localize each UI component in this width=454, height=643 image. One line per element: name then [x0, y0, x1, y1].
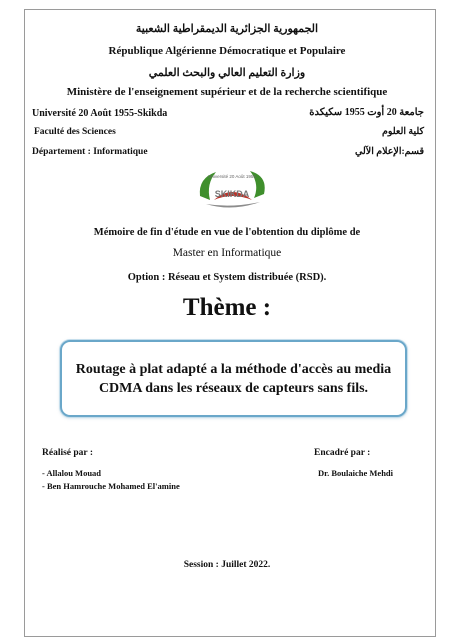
- ministry-arabic: وزارة التعليم العالي والبحث العلمي: [148, 67, 306, 79]
- theme-label: Thème :: [182, 294, 272, 321]
- faculty-french: Faculté des Sciences: [34, 127, 116, 137]
- memoire-line: Mémoire de fin d'étude en vue de l'obtention du diplôme de: [93, 227, 361, 238]
- department-arabic: قسم:الإعلام الآلي: [354, 147, 424, 157]
- university-skikda-logo: [192, 166, 272, 216]
- republic-french: République Algérienne Démocratique et Populaire: [108, 45, 346, 57]
- faculty-arabic: كلية العلوم: [381, 127, 424, 137]
- degree-title: Master en Informatique: [172, 247, 282, 259]
- supervisor-heading: Encadré par :: [314, 448, 371, 458]
- authors-heading: Réalisé par :: [42, 448, 94, 458]
- supervisor-name: Dr. Boulaiche Mehdi: [318, 468, 394, 478]
- logo-caption: Université 20 Août 1955: [208, 174, 256, 179]
- university-arabic: جامعة 20 أوت 1955 سكيكدة: [309, 107, 424, 118]
- ministry-french: Ministère de l'enseignement supérieur et de la recherche scientifique: [66, 86, 388, 98]
- option-line: Option : Réseau et System distribuée (RSD).: [127, 272, 327, 283]
- author-name-1: - Allalou Mouad: [42, 468, 102, 478]
- university-french: Université 20 Août 1955-Skikda: [32, 108, 168, 119]
- thesis-title-box: [60, 340, 407, 417]
- republic-arabic: الجمهورية الجزائرية الديمقراطية الشعبية: [135, 23, 319, 35]
- session-line: Session : Juillet 2022.: [183, 560, 271, 570]
- page-border: [24, 9, 436, 637]
- department-french: Département : Informatique: [32, 147, 148, 157]
- author-name-2: - Ben Hamrouche Mohamed El'amine: [42, 481, 180, 491]
- thesis-title: Routage à plat adapté a la méthode d'accès au media CDMA dans les réseaux de capteurs sans fils.: [75, 361, 392, 396]
- logo-name: SKIKDA: [214, 189, 250, 199]
